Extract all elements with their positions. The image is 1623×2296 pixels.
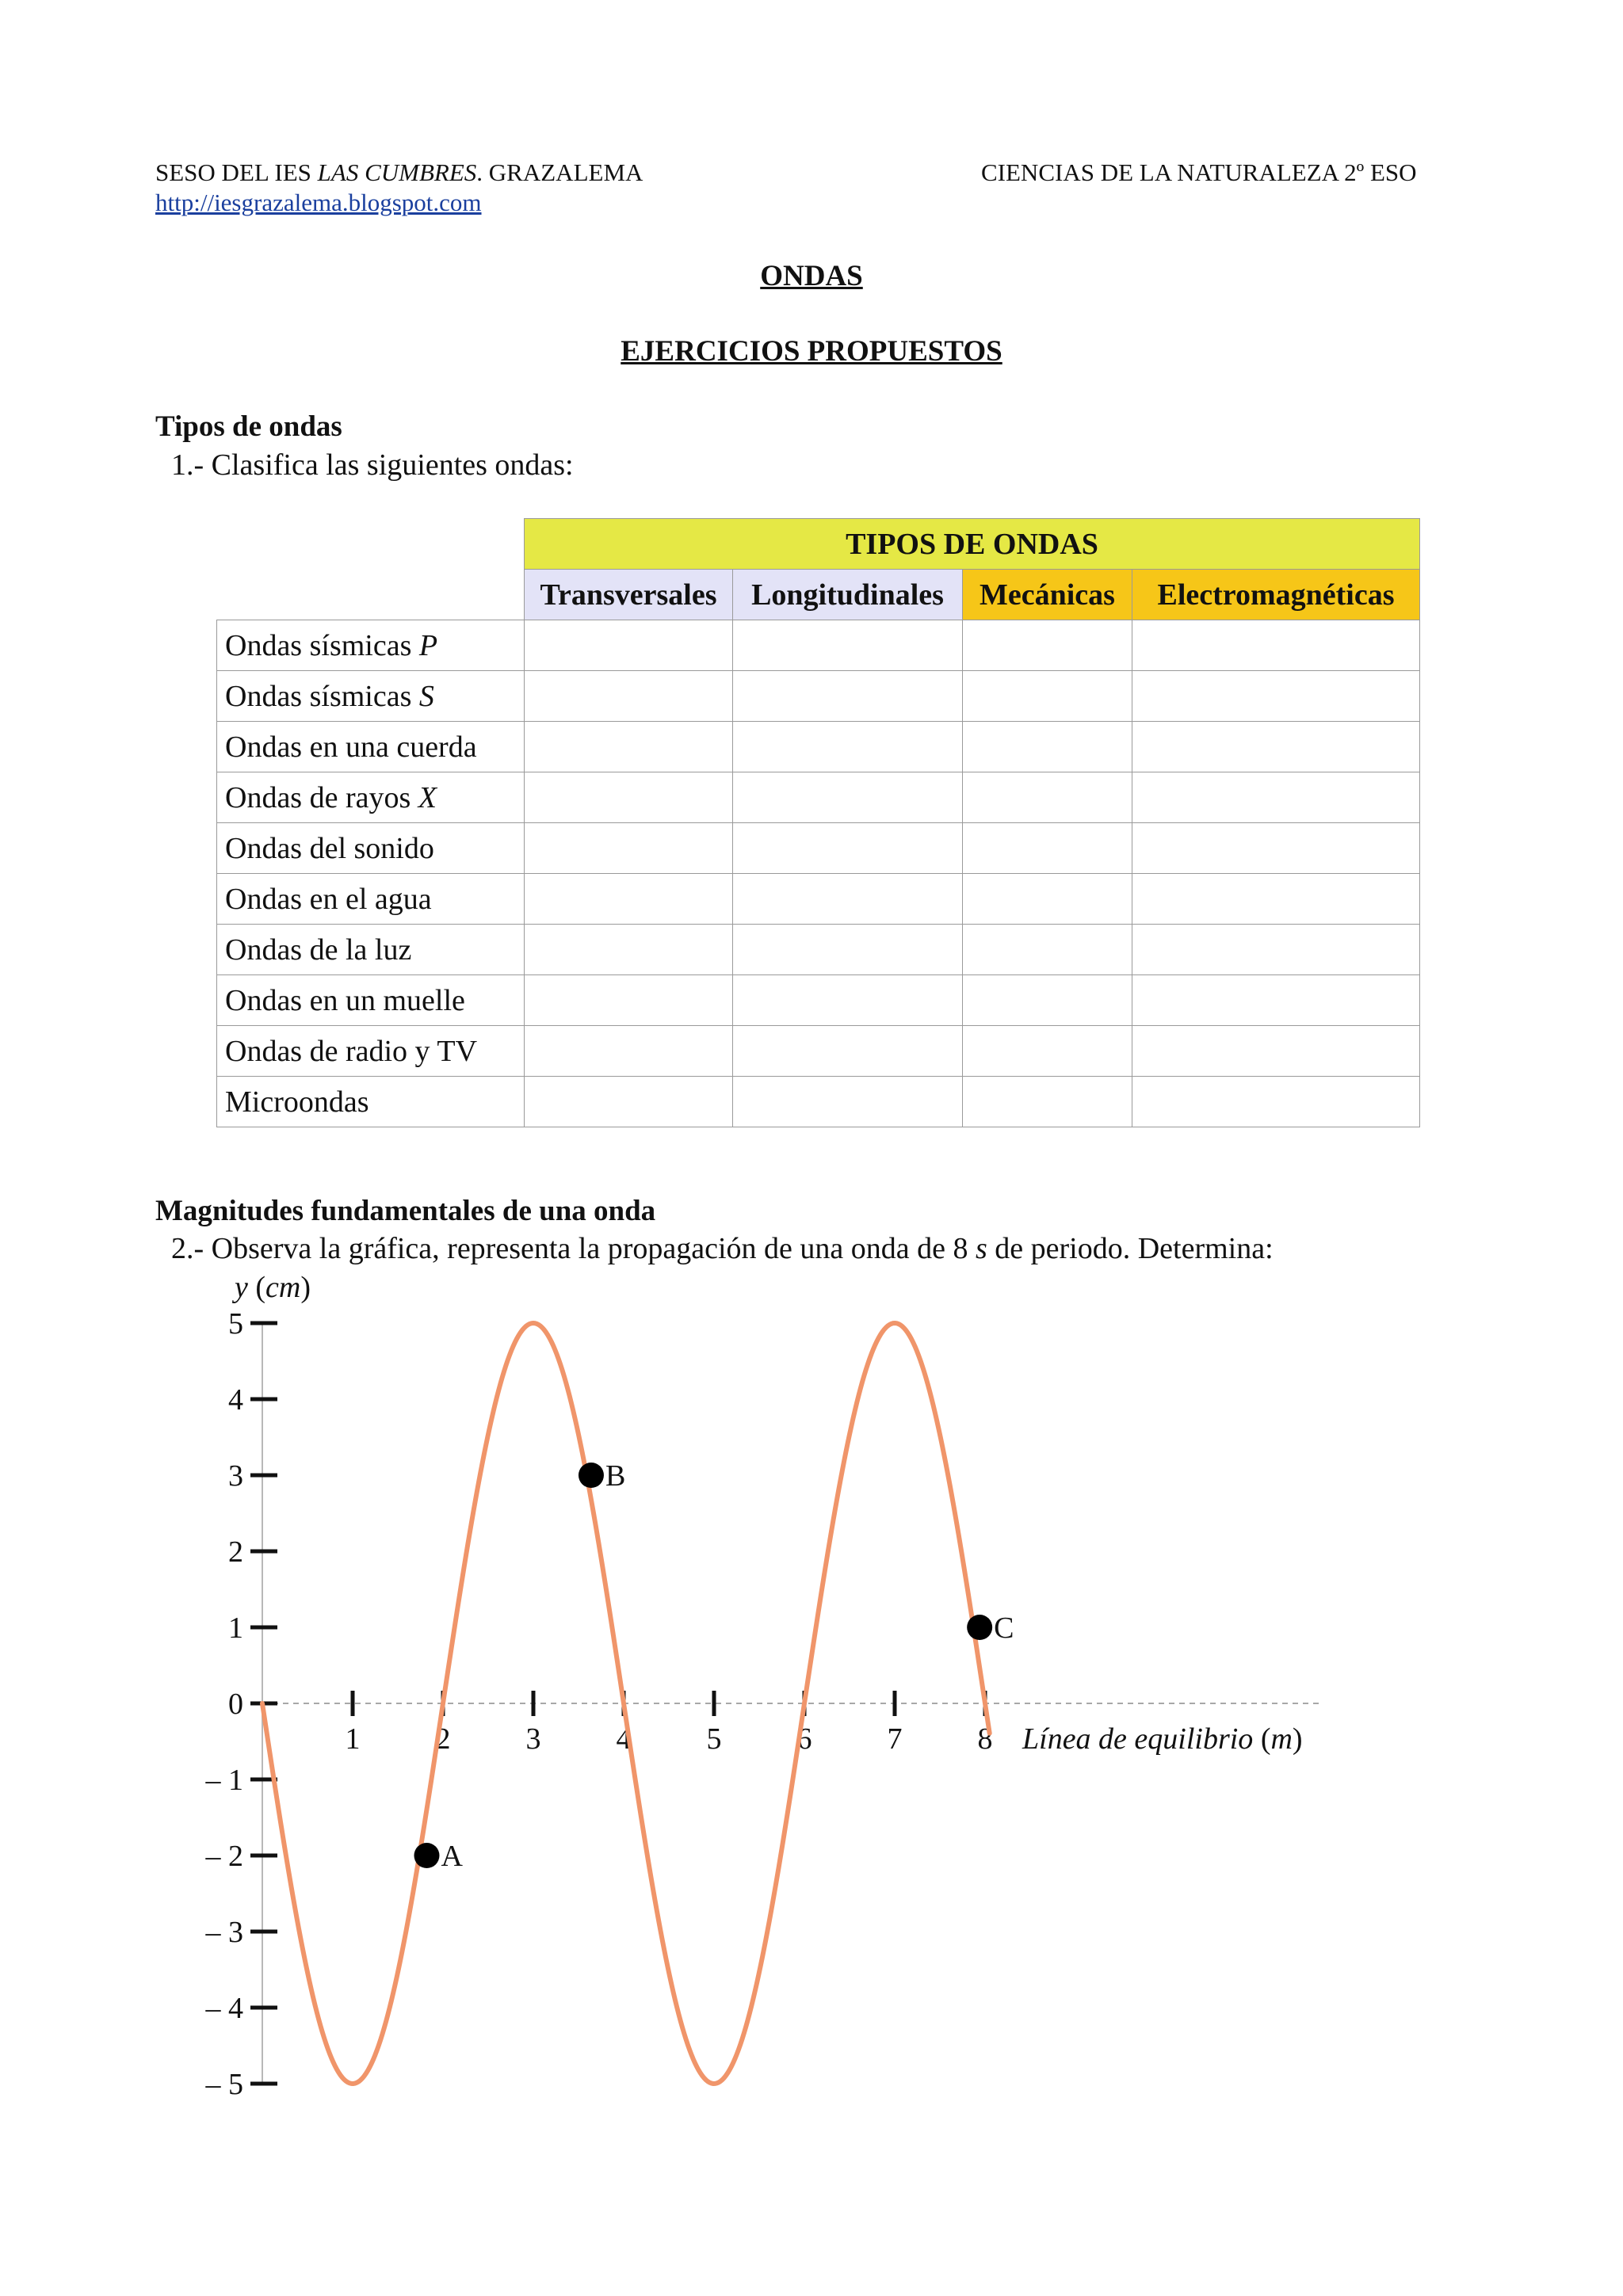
column-header-transversales: Transversales [525,570,733,620]
table-group-header: TIPOS DE ONDAS [525,519,1420,570]
question-1: 1.- Clasifica las siguientes ondas: [171,448,574,482]
y-tick-label: 0 [228,1688,243,1721]
point-b [579,1463,604,1488]
y-tick-label: – 1 [205,1764,243,1797]
section-heading-magnitudes: Magnitudes fundamentales de una onda [155,1195,656,1227]
x-axis-label [1022,1722,1303,1756]
row-label-text: Ondas del sonido [225,831,434,865]
point-label: A [441,1840,463,1873]
y-tick-label: 1 [228,1611,243,1645]
y-tick-label: – 5 [205,2068,243,2101]
y-tick-label: 4 [228,1383,243,1417]
x-tick-label: 7 [887,1722,903,1756]
x-tick-label: 8 [977,1722,993,1756]
y-tick-label: – 4 [205,1992,243,2025]
page-subtitle: EJERCICIOS PROPUESTOS [621,335,1002,368]
y-tick-label: 2 [228,1535,243,1569]
x-tick-label: 1 [345,1722,361,1756]
row-label-var: P [418,628,438,662]
x-tick-label: 5 [706,1722,722,1756]
row-label-text: Ondas de radio y TV [225,1034,478,1068]
point-a [414,1843,439,1868]
point-label: B [605,1459,626,1493]
row-label-text: Ondas sísmicas [225,679,419,713]
x-tick-label: 2 [435,1722,451,1756]
header-school-prefix: SESO DEL IES [155,158,318,186]
x-tick-label: 4 [616,1722,632,1756]
point-label: C [994,1611,1014,1645]
x-tick-label: 6 [796,1722,812,1756]
section-heading-tipos: Tipos de ondas [155,410,342,443]
paren: ( [1260,1722,1271,1756]
y-axis-label-var: y [235,1271,248,1304]
row-label-var: X [418,780,437,814]
question-2-prefix: 2.- Observa la gráfica, representa la propagación de una onda de 8 [171,1232,976,1265]
header-link[interactable]: http://iesgrazalema.blogspot.com [155,189,482,216]
column-header-mecanicas: Mecánicas [963,570,1132,620]
y-axis-label-unit: cm [265,1271,301,1304]
y-tick-label: – 2 [205,1840,243,1873]
header-subject: CIENCIAS DE LA NATURALEZA 2º ESO [981,158,1417,186]
page-title: ONDAS [760,260,863,292]
paren: ) [300,1271,311,1304]
row-label-text: Ondas de rayos [225,780,418,814]
point-c [967,1615,992,1640]
row-label-text: Ondas en el agua [225,882,432,916]
question-2-var: s [975,1232,987,1265]
y-tick-label: – 3 [205,1916,243,1949]
column-header-longitudinales: Longitudinales [733,570,963,620]
row-label-var: S [418,679,434,713]
y-tick-label: 5 [228,1307,243,1341]
question-2-suffix: de periodo. Determina: [987,1232,1274,1265]
row-label-text: Ondas sísmicas [225,628,419,662]
header-school-suffix: . GRAZALEMA [476,158,643,186]
column-header-electromagneticas: Electromagnéticas [1132,570,1420,620]
row-label-text: Ondas de la luz [225,933,412,967]
x-axis-label-text: Línea de equilibrio [1022,1722,1261,1756]
row-label-text: Ondas en un muelle [225,983,465,1017]
y-axis-label [231,1271,311,1304]
x-tick-label: 3 [525,1722,541,1756]
paren: ( [247,1271,266,1304]
paren: ) [1292,1722,1303,1756]
row-label-text: Microondas [225,1085,369,1119]
y-tick-label: 3 [228,1459,243,1493]
x-axis-label-unit: m [1270,1722,1293,1756]
row-label-text: Ondas en una cuerda [225,730,477,764]
header-school-name: LAS CUMBRES [317,158,477,186]
